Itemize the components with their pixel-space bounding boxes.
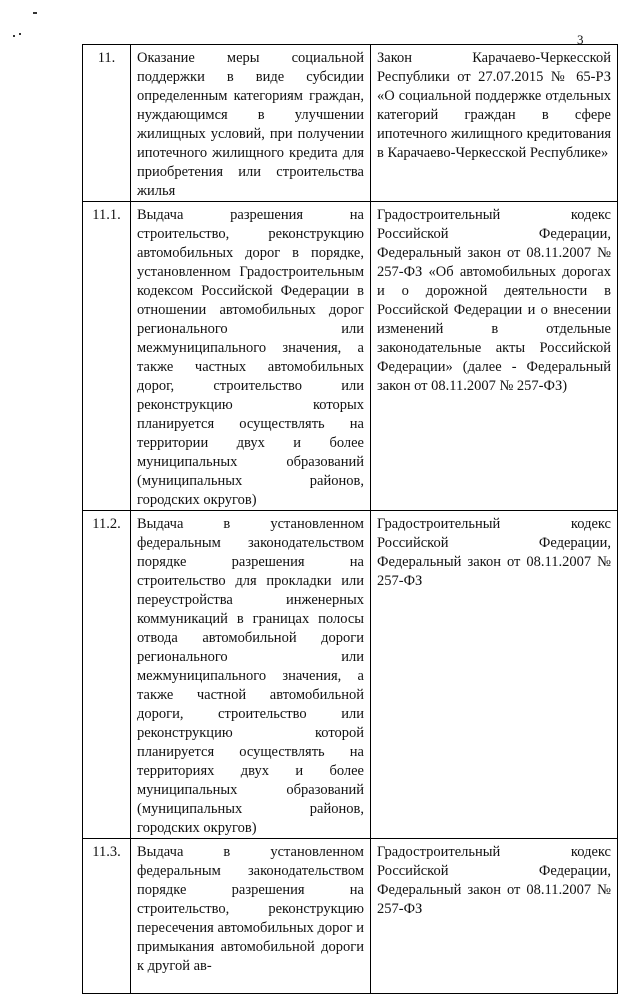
legal-basis: Градостроительный кодекс Российской Федерации, Федеральный закон от 08.11.2007 № 257-ФЗ: [371, 839, 618, 994]
legal-basis: Градостроительный кодекс Российской Федерации, Федеральный закон от 08.11.2007 № 257-ФЗ: [371, 511, 618, 839]
service-description: Выдача в установленном федеральным законодательством порядке разрешения на строительство для прокладки или переустройства инженерных коммуникаций в границах полосы отвода автомобильной дороги регионального или межмуниципального значения, а также частной автомобильной дороги, строительство или реконструкцию которой планируется осуществлять на территориях двух и более муниципальных образований (муниципальных районов, городских округов): [131, 511, 371, 839]
table-row: [83, 839, 618, 994]
service-description: Выдача в установленном федеральным законодательством порядке разрешения на строительство, реконструкцию пересечения автомобильных дорог и примыкания автомобильной дороги к другой ав-: [131, 839, 371, 994]
services-table: [82, 44, 618, 994]
service-description: Выдача разрешения на строительство, реконструкцию автомобильных дорог в порядке, установленном Градостроительным кодексом Российской Федерации в отношении автомобильных дорог регионального или межмуниципального значения, а также частных автомобильных дорог, строительство или реконструкцию которых планируется осуществлять на территории двух и более муниципальных образований (муниципальных районов, городских округов): [131, 202, 371, 511]
scan-speck: [19, 33, 21, 35]
scan-speck: [33, 12, 37, 14]
service-description: Оказание меры социальной поддержки в виде субсидии определенным категориям граждан, нуждающимся в улучшении жилищных условий, при получении ипотечного жилищного кредита для приобретения или строительства жилья: [131, 45, 371, 202]
row-number: 11.2.: [83, 511, 131, 839]
legal-basis: Градостроительный кодекс Российской Федерации, Федеральный закон от 08.11.2007 № 257-ФЗ «Об автомобильных дорогах и о дорожной деятельности в Российской Федерации и о внесении изменений в отдельные законодательные акты Российской Федерации» (далее - Федеральный закон от 08.11.2007 № 257-ФЗ): [371, 202, 618, 511]
row-number: 11.1.: [83, 202, 131, 511]
row-number: 11.: [83, 45, 131, 202]
table-row: [83, 202, 618, 511]
scan-speck: [13, 35, 15, 37]
table-row: [83, 45, 618, 202]
legal-basis: Закон Карачаево-Черкесской Республики от 27.07.2015 № 65-РЗ «О социальной поддержке отдельных категорий граждан в сфере ипотечного жилищного кредитования в Карачаево-Черкесской Республике»: [371, 45, 618, 202]
page-number: 3: [577, 32, 584, 47]
row-number: 11.3.: [83, 839, 131, 994]
table-row: [83, 511, 618, 839]
